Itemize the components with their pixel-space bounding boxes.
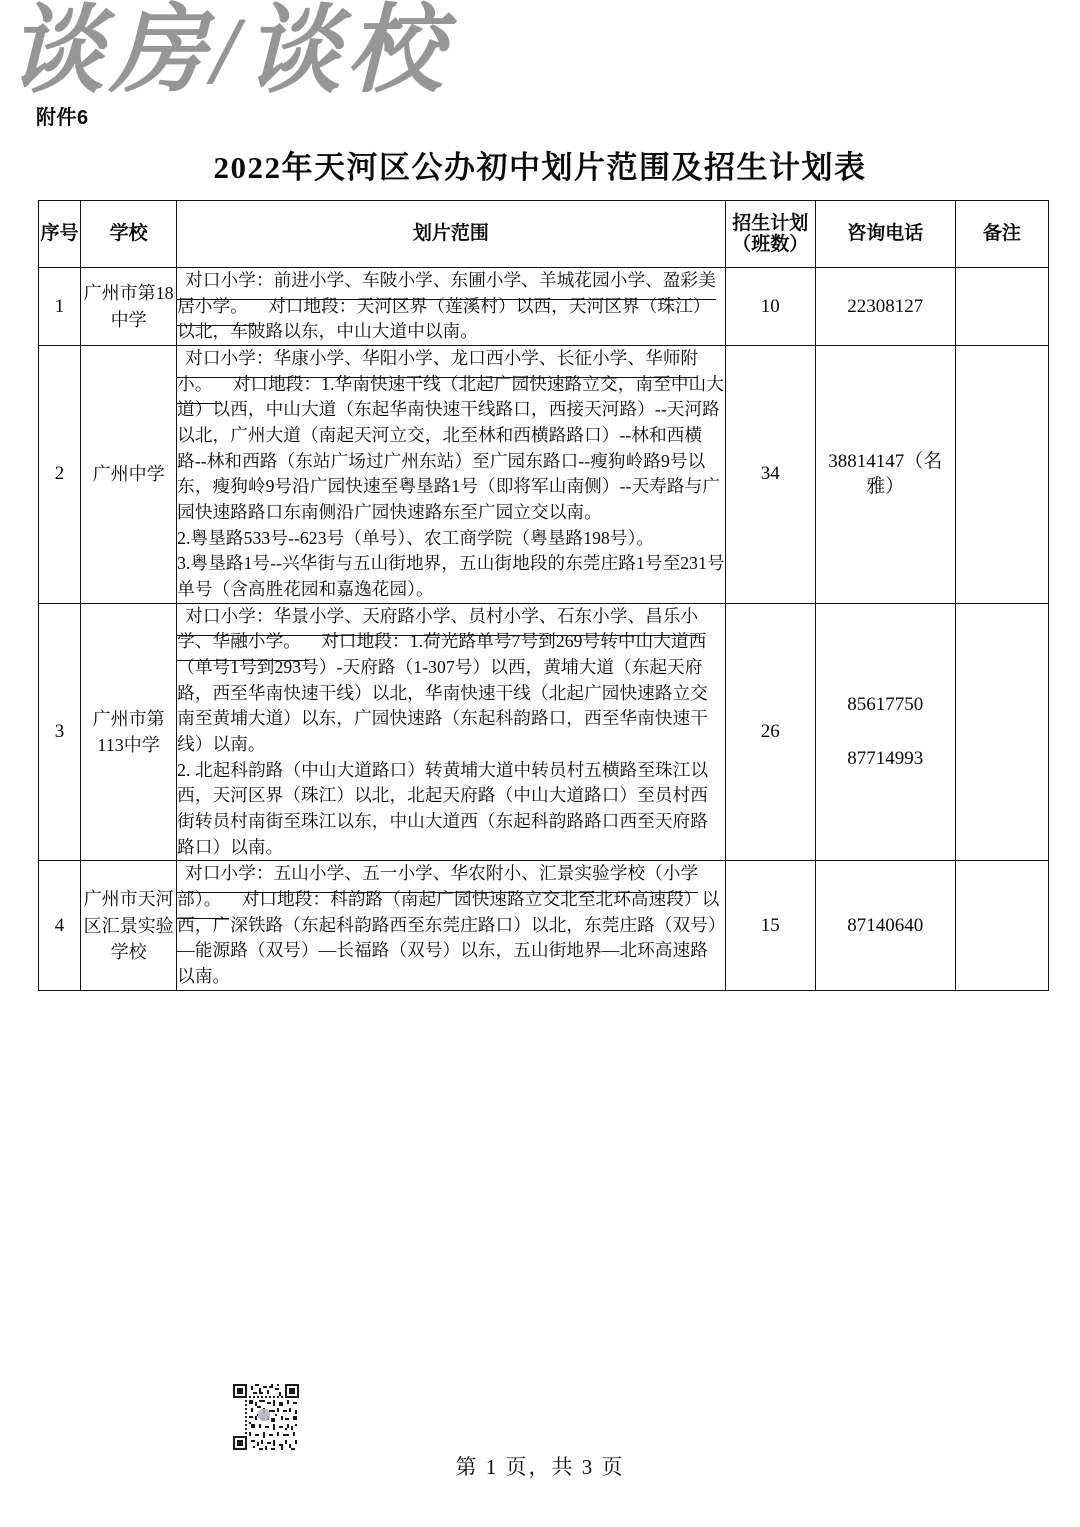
- column-header-plan: [725, 201, 815, 268]
- row-tel-line: 38814147（名雅）: [828, 450, 943, 498]
- row-tel-line: 85617750: [847, 694, 924, 716]
- row-tel: [815, 346, 955, 604]
- row-plan: 34: [725, 346, 815, 604]
- row-primary-schools: 对口小学：前进小学、车陂小学、东圃小学、羊城花园小学、盈彩美居小学。: [177, 263, 716, 326]
- column-header-range: 划片范围: [177, 201, 726, 268]
- row-segments: 对口地段：1.华南快速干线（北起广园快速路立交，南至中山大道）以西，中山大道（东起华南快速干线路口，西接天河路）--天河路以北，广州大道（南起天河立交，北至林和西横路路口）--林和西横路--林和西路（东站广场过广州东站）至广园东路口--瘦狗岭路9号以东，瘦狗岭9号沿广园快速至粤垦路1号（即将军山南侧）--天寿路与广园快速路路口东南侧沿广园快速路东至广园立交以南。 2.粤垦路533号--623号（单号）、农工商学院（粤垦路198号）。 3.粤垦路1号--兴华街与五山街地界，五山街地段的东莞庄路1号至231号单号（含高胜花园和嘉逸花园）。: [177, 373, 725, 600]
- row-primary-schools: 对口小学：五山小学、五一小学、华农附小、汇景实验学校（小学部）。: [177, 856, 698, 919]
- row-tel-line: 87714993: [847, 748, 924, 770]
- row-tel-line: 22308127: [847, 295, 924, 317]
- page-number-footer: 第 1 页，共 3 页: [455, 1455, 625, 1479]
- column-header-tel: 咨询电话: [815, 201, 955, 268]
- row-index: 2: [39, 346, 81, 604]
- table-body: [39, 268, 1049, 991]
- row-note: [955, 603, 1048, 861]
- row-primary-schools: 对口小学：华康小学、华阳小学、龙口西小学、长征小学、华师附小。: [177, 341, 698, 404]
- row-primary-schools: 对口小学：华景小学、天府路小学、员村小学、石东小学、昌乐小学、华融小学。: [177, 599, 698, 662]
- row-plan: 26: [725, 603, 815, 861]
- row-tel: [815, 603, 955, 861]
- row-school: 广州中学: [81, 346, 177, 604]
- row-segments: 对口地段：科韵路（南起广园快速路立交北至北环高速段）以西，广深铁路（东起科韵路西至东莞庄路口）以北，东莞庄路（双号）—能源路（双号）—长福路（双号）以东，五山街地界—北环高速路以南。: [177, 889, 720, 987]
- row-tel: [815, 268, 955, 346]
- row-plan: 10: [725, 268, 815, 346]
- column-header-note: 备注: [955, 201, 1048, 268]
- row-note: [955, 346, 1048, 604]
- row-note: [955, 268, 1048, 346]
- table-row: [39, 603, 1049, 861]
- table-header-row: [39, 201, 1049, 268]
- table-row: [39, 346, 1049, 604]
- attachment-label: 附件6: [36, 107, 89, 129]
- row-segments: 对口地段：天河区界（莲溪村）以西，天河区界（珠江）以北，车陂路以东，中山大道中以南。: [177, 295, 711, 342]
- column-header-plan-line1: 招生计划: [732, 212, 809, 234]
- column-header-index: 序号: [39, 201, 81, 268]
- row-school: 广州市第18中学: [81, 268, 177, 346]
- row-range: [177, 346, 726, 604]
- row-range: [177, 603, 726, 861]
- row-school: 广州市天河区汇景实验学校: [81, 861, 177, 990]
- table-row: [39, 268, 1049, 346]
- row-segments: 对口地段：1.荷光路单号7号到269号转中山大道西（单号1号到293号）-天府路（1-307号）以西，黄埔大道（东起天府路，西至华南快速干线）以北，华南快速干线（北起广园快速路立交南至黄埔大道）以东，广园快速路（东起科韵路口，西至华南快速干线）以南。 2. 北起科韵路（中山大道路口）转黄埔大道中转员村五横路至珠江以西，天河区界（珠江）以北，北起天府路（中山大道路口）至员村西街转员村南街至珠江以东，中山大道西（东起科韵路路口西至天府路路口）以南。: [177, 631, 709, 857]
- row-tel-line: 87140640: [847, 914, 924, 936]
- row-range: [177, 861, 726, 990]
- row-note: [955, 861, 1048, 990]
- row-school: 广州市第113中学: [81, 603, 177, 861]
- row-index: 3: [39, 603, 81, 861]
- row-plan: 15: [725, 861, 815, 990]
- qr-code-icon: [233, 1384, 299, 1450]
- enrollment-table-container: [38, 200, 1049, 991]
- column-header-school: 学校: [81, 201, 177, 268]
- row-index: 4: [39, 861, 81, 990]
- table-header: [39, 201, 1049, 268]
- page-title: 2022年天河区公办初中划片范围及招生计划表: [213, 150, 867, 185]
- row-index: 1: [39, 268, 81, 346]
- row-range: [177, 268, 726, 346]
- table-row: [39, 861, 1049, 990]
- enrollment-plan-table: [38, 200, 1049, 991]
- row-tel: [815, 861, 955, 990]
- column-header-plan-line2: （班数）: [732, 234, 809, 255]
- watermark-text: 谈房/谈校: [8, 0, 449, 104]
